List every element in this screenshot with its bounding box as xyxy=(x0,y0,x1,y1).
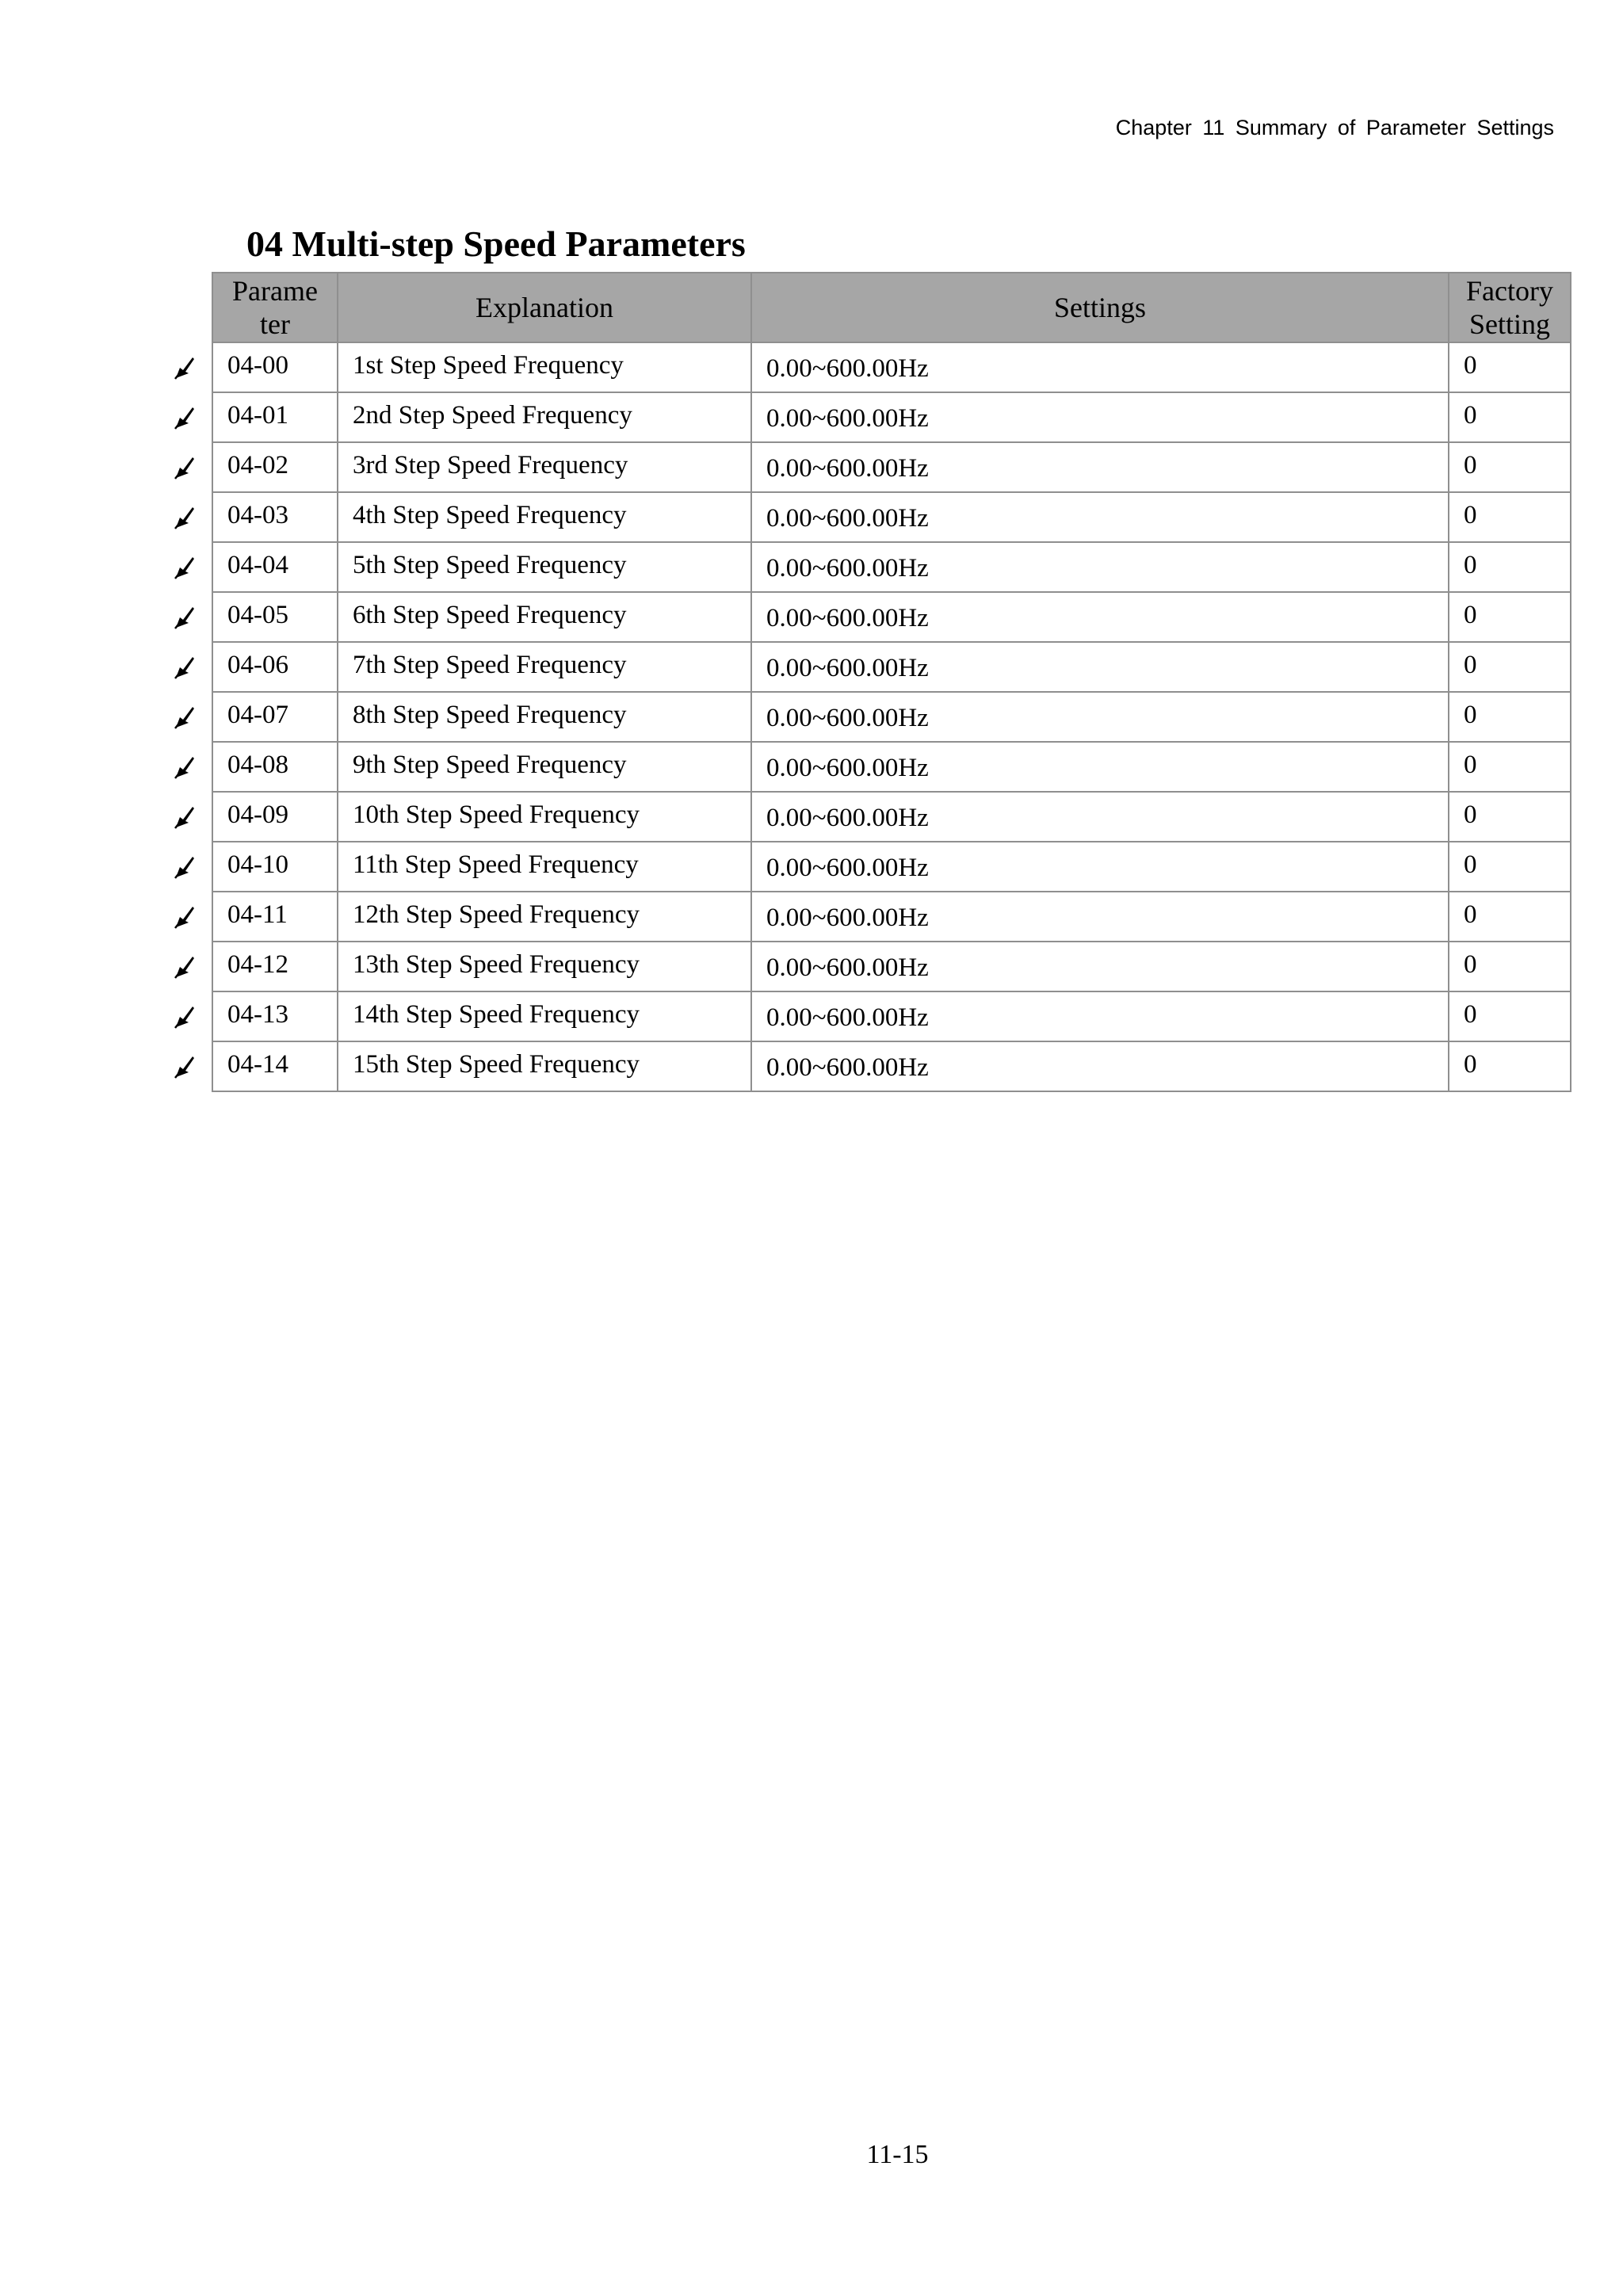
pencil-icon xyxy=(174,953,196,979)
factory-setting-cell-text: 0 xyxy=(1464,900,1477,929)
table-row xyxy=(212,342,1571,392)
parameter-cell-text: 04-03 xyxy=(227,501,288,529)
settings-cell-text: 0.00~600.00Hz xyxy=(766,804,929,832)
settings-cell xyxy=(751,1041,1449,1091)
explanation-cell xyxy=(338,991,751,1041)
column-header-settings: Settings xyxy=(751,273,1449,342)
settings-cell-text: 0.00~600.00Hz xyxy=(766,953,929,982)
settings-cell-text: 0.00~600.00Hz xyxy=(766,504,929,533)
parameter-cell-text: 04-00 xyxy=(227,351,288,380)
settings-cell-text: 0.00~600.00Hz xyxy=(766,554,929,583)
parameter-cell xyxy=(212,642,338,692)
settings-cell xyxy=(751,392,1449,442)
table-row xyxy=(212,542,1571,592)
parameter-cell xyxy=(212,892,338,942)
pencil-icon xyxy=(174,1053,196,1079)
parameter-cell-text: 04-01 xyxy=(227,401,288,430)
parameter-cell xyxy=(212,842,338,892)
explanation-cell-text: 12th Step Speed Frequency xyxy=(353,900,640,929)
explanation-cell xyxy=(338,1041,751,1091)
settings-cell-text: 0.00~600.00Hz xyxy=(766,904,929,932)
explanation-cell xyxy=(338,692,751,742)
settings-cell xyxy=(751,342,1449,392)
factory-setting-cell-text: 0 xyxy=(1464,850,1477,879)
parameter-cell-text: 04-12 xyxy=(227,950,288,979)
pencil-icon xyxy=(174,704,196,729)
parameter-cell xyxy=(212,991,338,1041)
explanation-cell-text: 5th Step Speed Frequency xyxy=(353,551,627,579)
table-body xyxy=(212,342,1571,1091)
parameter-cell xyxy=(212,442,338,492)
explanation-cell-text: 1st Step Speed Frequency xyxy=(353,351,624,380)
settings-cell-text: 0.00~600.00Hz xyxy=(766,1053,929,1082)
factory-setting-cell xyxy=(1449,342,1571,392)
explanation-cell-text: 6th Step Speed Frequency xyxy=(353,601,627,629)
explanation-cell-text: 2nd Step Speed Frequency xyxy=(353,401,632,430)
factory-setting-cell-text: 0 xyxy=(1464,950,1477,979)
explanation-cell xyxy=(338,392,751,442)
explanation-cell-text: 15th Step Speed Frequency xyxy=(353,1050,640,1079)
table-row xyxy=(212,942,1571,991)
column-header-explanation: Explanation xyxy=(338,273,751,342)
pencil-icon xyxy=(174,854,196,879)
factory-setting-cell-text: 0 xyxy=(1464,651,1477,679)
explanation-cell xyxy=(338,592,751,642)
factory-setting-cell xyxy=(1449,991,1571,1041)
settings-cell xyxy=(751,742,1449,792)
table-row xyxy=(212,842,1571,892)
factory-setting-cell xyxy=(1449,842,1571,892)
parameter-cell xyxy=(212,492,338,542)
explanation-cell-text: 10th Step Speed Frequency xyxy=(353,800,640,829)
settings-cell-text: 0.00~600.00Hz xyxy=(766,654,929,682)
pencil-icon xyxy=(174,804,196,829)
factory-setting-cell xyxy=(1449,792,1571,842)
table-header-row xyxy=(212,273,1571,342)
column-header-factory-setting xyxy=(1449,273,1571,342)
table-row xyxy=(212,991,1571,1041)
factory-setting-cell xyxy=(1449,392,1571,442)
factory-setting-cell xyxy=(1449,742,1571,792)
table-row xyxy=(212,892,1571,942)
explanation-cell-text: 4th Step Speed Frequency xyxy=(353,501,627,529)
explanation-cell xyxy=(338,892,751,942)
factory-setting-cell xyxy=(1449,692,1571,742)
settings-cell xyxy=(751,492,1449,542)
pencil-icon xyxy=(174,654,196,679)
settings-cell xyxy=(751,592,1449,642)
parameter-cell-text: 04-10 xyxy=(227,850,288,879)
table-row xyxy=(212,792,1571,842)
factory-setting-cell-text: 0 xyxy=(1464,1000,1477,1029)
explanation-cell xyxy=(338,442,751,492)
parameter-cell-text: 04-11 xyxy=(227,900,288,929)
pencil-icon xyxy=(174,454,196,479)
settings-cell xyxy=(751,542,1449,592)
factory-setting-cell-text: 0 xyxy=(1464,601,1477,629)
column-header-parameter-line1: Parame xyxy=(232,275,318,307)
factory-setting-cell-text: 0 xyxy=(1464,451,1477,479)
factory-setting-cell xyxy=(1449,1041,1571,1091)
explanation-cell xyxy=(338,342,751,392)
settings-cell-text: 0.00~600.00Hz xyxy=(766,454,929,483)
explanation-cell xyxy=(338,942,751,991)
table-row xyxy=(212,692,1571,742)
settings-cell-text: 0.00~600.00Hz xyxy=(766,404,929,433)
settings-cell-text: 0.00~600.00Hz xyxy=(766,704,929,732)
factory-setting-cell xyxy=(1449,942,1571,991)
parameter-cell xyxy=(212,792,338,842)
explanation-cell-text: 7th Step Speed Frequency xyxy=(353,651,627,679)
factory-setting-cell-text: 0 xyxy=(1464,1050,1477,1079)
pencil-icon xyxy=(174,754,196,779)
settings-cell xyxy=(751,792,1449,842)
settings-cell-text: 0.00~600.00Hz xyxy=(766,604,929,632)
column-header-parameter xyxy=(212,273,338,342)
settings-cell-text: 0.00~600.00Hz xyxy=(766,854,929,882)
parameter-cell xyxy=(212,542,338,592)
factory-setting-cell-text: 0 xyxy=(1464,701,1477,729)
factory-setting-cell-text: 0 xyxy=(1464,351,1477,380)
explanation-cell xyxy=(338,542,751,592)
explanation-cell-text: 3rd Step Speed Frequency xyxy=(353,451,628,479)
pencil-icon xyxy=(174,404,196,430)
settings-cell xyxy=(751,892,1449,942)
settings-cell-text: 0.00~600.00Hz xyxy=(766,1003,929,1032)
table-row xyxy=(212,442,1571,492)
table-row xyxy=(212,1041,1571,1091)
pencil-icon xyxy=(174,904,196,929)
settings-cell-text: 0.00~600.00Hz xyxy=(766,354,929,383)
parameter-cell-text: 04-13 xyxy=(227,1000,288,1029)
parameter-table xyxy=(212,272,1571,1092)
factory-setting-cell-text: 0 xyxy=(1464,501,1477,529)
explanation-cell-text: 9th Step Speed Frequency xyxy=(353,751,627,779)
parameter-cell xyxy=(212,1041,338,1091)
parameter-cell-text: 04-08 xyxy=(227,751,288,779)
explanation-cell xyxy=(338,492,751,542)
pencil-icon xyxy=(174,604,196,629)
running-header: Chapter 11 Summary of Parameter Settings xyxy=(1115,116,1554,139)
explanation-cell xyxy=(338,742,751,792)
table-row xyxy=(212,492,1571,542)
page-number: 11-15 xyxy=(866,2140,929,2169)
table-row xyxy=(212,392,1571,442)
explanation-cell xyxy=(338,842,751,892)
parameter-cell xyxy=(212,592,338,642)
table-row xyxy=(212,642,1571,692)
factory-setting-cell-text: 0 xyxy=(1464,401,1477,430)
parameter-cell-text: 04-06 xyxy=(227,651,288,679)
factory-setting-cell xyxy=(1449,592,1571,642)
settings-cell xyxy=(751,942,1449,991)
table-row xyxy=(212,592,1571,642)
factory-setting-cell xyxy=(1449,492,1571,542)
factory-setting-cell-text: 0 xyxy=(1464,751,1477,779)
section-title: 04 Multi-step Speed Parameters xyxy=(246,223,746,264)
parameter-cell-text: 04-14 xyxy=(227,1050,288,1079)
parameter-cell-text: 04-04 xyxy=(227,551,288,579)
factory-setting-cell-text: 0 xyxy=(1464,800,1477,829)
settings-cell xyxy=(751,991,1449,1041)
parameter-cell-text: 04-07 xyxy=(227,701,288,729)
explanation-cell xyxy=(338,642,751,692)
factory-setting-cell xyxy=(1449,442,1571,492)
pencil-icon xyxy=(174,354,196,380)
explanation-cell-text: 11th Step Speed Frequency xyxy=(353,850,639,879)
settings-cell-text: 0.00~600.00Hz xyxy=(766,754,929,782)
explanation-cell-text: 8th Step Speed Frequency xyxy=(353,701,627,729)
parameter-cell xyxy=(212,342,338,392)
factory-setting-cell xyxy=(1449,542,1571,592)
pencil-icon xyxy=(174,504,196,529)
parameter-cell-text: 04-09 xyxy=(227,800,288,829)
parameter-cell xyxy=(212,692,338,742)
column-header-parameter-line2: ter xyxy=(260,308,290,340)
parameter-cell xyxy=(212,942,338,991)
column-header-factory-line1: Factory xyxy=(1466,275,1553,307)
pencil-icon xyxy=(174,554,196,579)
column-header-factory-line2: Setting xyxy=(1468,308,1550,340)
pencil-icon xyxy=(174,1003,196,1029)
table-row xyxy=(212,742,1571,792)
factory-setting-cell xyxy=(1449,642,1571,692)
explanation-cell xyxy=(338,792,751,842)
parameter-cell xyxy=(212,742,338,792)
factory-setting-cell-text: 0 xyxy=(1464,551,1477,579)
parameter-cell-text: 04-05 xyxy=(227,601,288,629)
settings-cell xyxy=(751,842,1449,892)
explanation-cell-text: 14th Step Speed Frequency xyxy=(353,1000,640,1029)
factory-setting-cell xyxy=(1449,892,1571,942)
parameter-cell-text: 04-02 xyxy=(227,451,288,479)
parameter-cell xyxy=(212,392,338,442)
explanation-cell-text: 13th Step Speed Frequency xyxy=(353,950,640,979)
settings-cell xyxy=(751,442,1449,492)
settings-cell xyxy=(751,692,1449,742)
settings-cell xyxy=(751,642,1449,692)
